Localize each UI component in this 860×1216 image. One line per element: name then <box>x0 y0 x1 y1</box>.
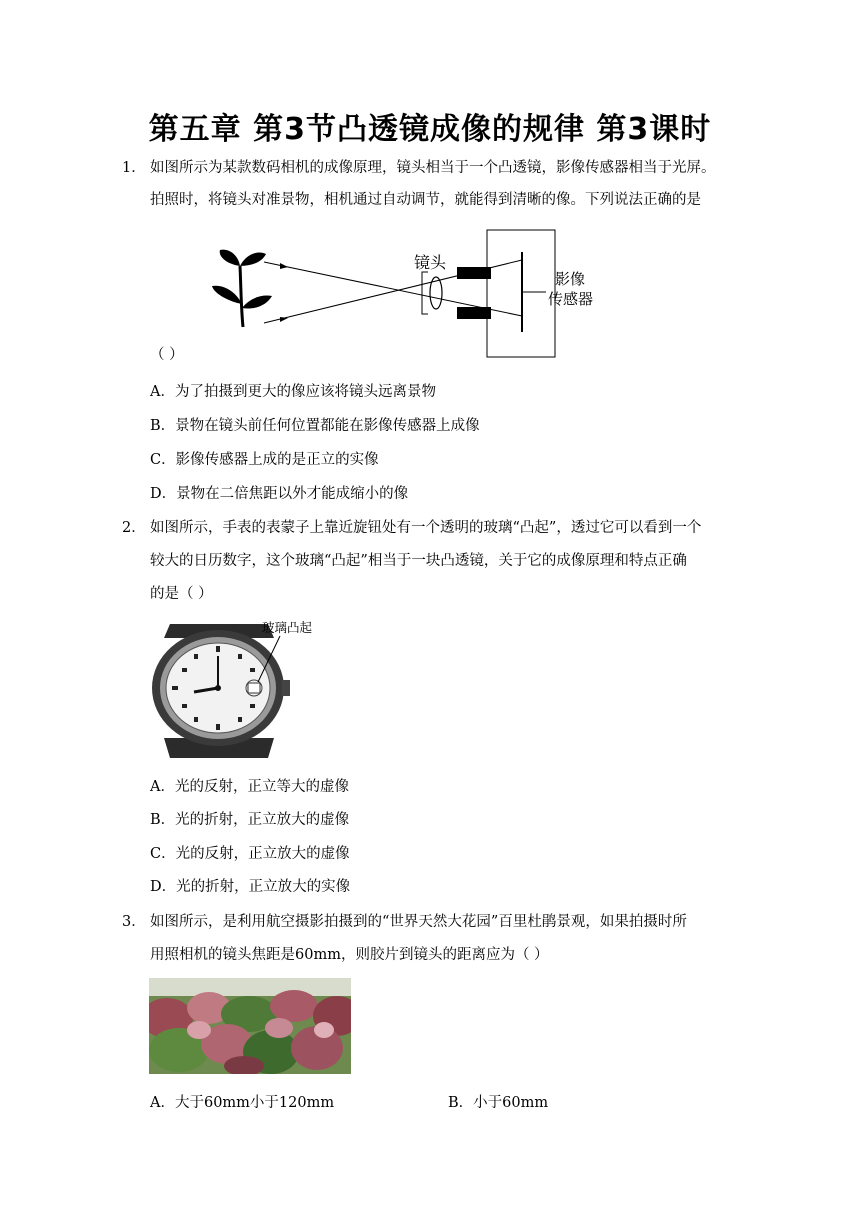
question-2-text-line-1: 如图所示，手表的表蒙子上靠近旋钮处有一个透明的玻璃“凸起”，透过它可以看到一个 <box>150 520 702 536</box>
question-2-number: 2． <box>122 520 146 536</box>
question-2-option-c: C．光的反射，正立放大的虚像 <box>150 846 350 862</box>
question-1-blank: （ ） <box>150 347 184 363</box>
azalea-photo <box>149 978 351 1074</box>
question-3-number: 3． <box>122 914 146 930</box>
question-1-option-c: C．影像传感器上成的是正立的实像 <box>150 452 379 468</box>
sensor-label-line-1: 影像 <box>555 270 586 288</box>
question-1-option-a: A．为了拍摄到更大的像应该将镜头远离景物 <box>150 384 436 400</box>
question-3-text-line-1: 如图所示，是利用航空摄影拍摄到的“世界天然大花园”百里杜鹃景观，如果拍摄时所 <box>150 914 687 930</box>
question-1-text-line-2: 拍照时，将镜头对准景物，相机通过自动调节，就能得到清晰的像。下列说法正确的是 <box>150 192 701 208</box>
page-title: 第五章 第3节凸透镜成像的规律 第3课时 <box>148 112 712 147</box>
lens-barrel-top <box>457 267 491 279</box>
glass-bump-label: 玻璃凸起 <box>262 620 313 635</box>
date-window <box>248 683 260 693</box>
lens-label: 镜头 <box>414 253 447 272</box>
question-3-option-a: A．大于60mm小于120mm <box>150 1095 335 1111</box>
question-1-option-b: B．景物在镜头前任何位置都能在影像传感器上成像 <box>150 418 480 434</box>
question-2-option-b: B．光的折射，正立放大的虚像 <box>150 812 350 828</box>
camera-diagram <box>200 222 620 362</box>
question-2-text-line-2: 较大的日历数字，这个玻璃“凸起”相当于一块凸透镜，关于它的成像原理和特点正确 <box>150 553 687 569</box>
lens-barrel-bottom <box>457 307 491 319</box>
question-1-text-line-1: 如图所示为某款数码相机的成像原理，镜头相当于一个凸透镜，影像传感器相当于光屏。 <box>150 160 716 176</box>
sensor-label-line-2: 传感器 <box>548 290 594 308</box>
question-1-number: 1． <box>122 160 146 176</box>
question-2-option-a: A．光的反射，正立等大的虚像 <box>150 779 349 795</box>
watch-figure <box>150 616 340 761</box>
plant-object <box>212 250 272 327</box>
question-2-option-d: D．光的折射，正立放大的实像 <box>150 879 351 895</box>
question-2-text-line-3: 的是（ ） <box>150 586 213 602</box>
watch-crown <box>282 680 290 696</box>
question-3-text-line-2: 用照相机的镜头焦距是60mm，则胶片到镜头的距离应为（ ） <box>150 947 549 963</box>
question-1-option-d: D．景物在二倍焦距以外才能成缩小的像 <box>150 486 409 502</box>
lens-icon <box>430 277 442 309</box>
question-3-option-b: B．小于60mm <box>448 1095 549 1111</box>
